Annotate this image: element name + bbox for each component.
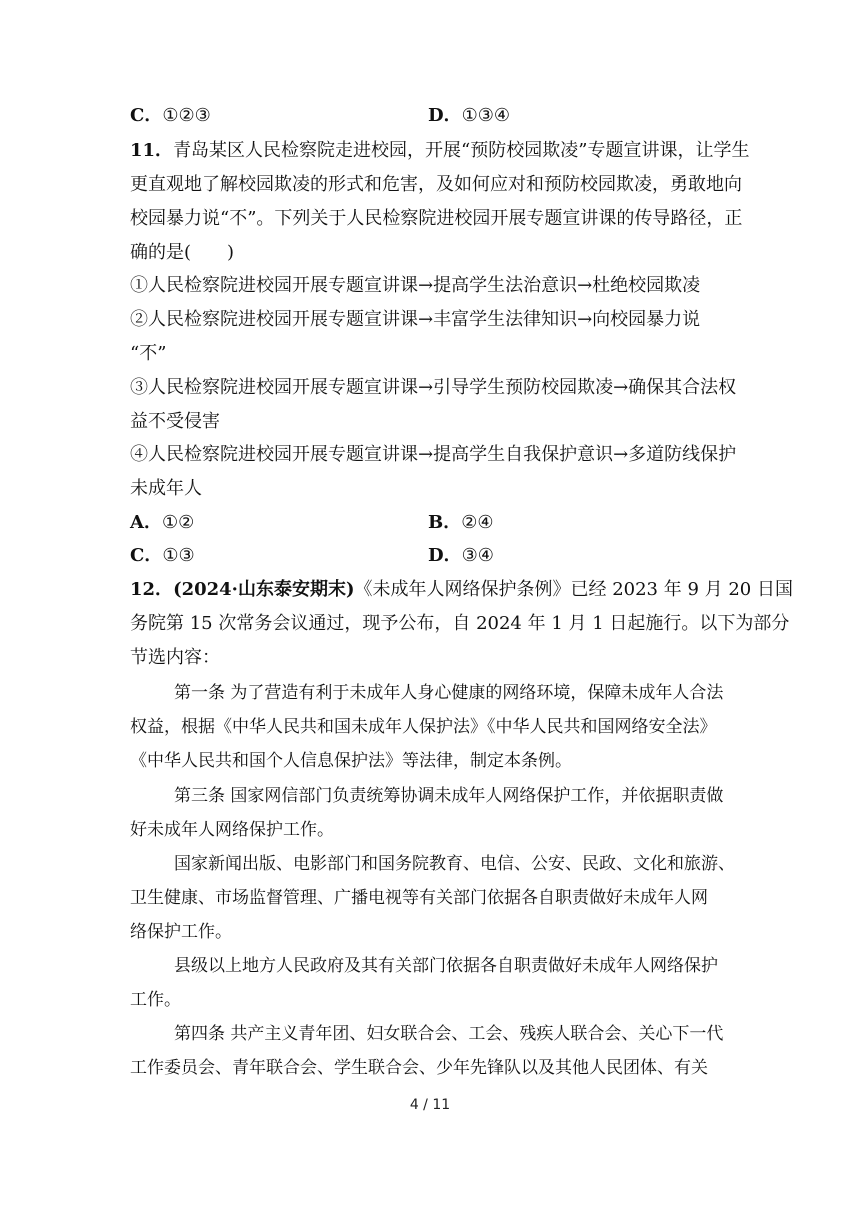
excerpt-article-1-line-3: 《中华人民共和国个人信息保护法》等法律，制定本条例。 [130, 751, 572, 771]
q11-item-3-cont: 益不受侵害 [130, 411, 220, 432]
option-text: ①③④ [461, 105, 511, 126]
q11-stem-line-2: 更直观地了解校园欺凌的形式和危害，及如何应对和预防校园欺凌，勇敢地向 [130, 174, 742, 195]
excerpt-article-3-para-2-line-1: 国家新闻出版、电影部门和国务院教育、电信、公安、民政、文化和旅游、 [174, 854, 735, 874]
stem-text: 青岛某区人民检察院走进校园，开展“预防校园欺凌”专题宣讲课，让学生 [173, 140, 750, 161]
q11-item-2-cont: “不” [130, 343, 167, 364]
q11-item-3: ③人民检察院进校园开展专题宣讲课→引导学生预防校园欺凌→确保其合法权 [130, 377, 737, 398]
q11-stem-line-3: 校园暴力说“不”。下列关于人民检察院进校园开展专题宣讲课的传导路径，正 [130, 208, 743, 229]
option-label: B． [428, 512, 462, 533]
excerpt-article-3-para-2-line-3: 络保护工作。 [130, 922, 232, 942]
question-number: 11． [130, 140, 174, 161]
q11-option-d [428, 543, 494, 569]
question-source: (2024·山东泰安期末) [173, 579, 355, 600]
excerpt-article-4-line-2: 工作委员会、青年联合会、学生联合会、少年先锋队以及其他人民团体、有关 [130, 1058, 708, 1078]
option-text: ①③ [162, 545, 195, 566]
question-number: 12． [130, 579, 174, 600]
q11-option-c [130, 543, 195, 569]
excerpt-article-3-para-3-line-1: 县级以上地方人民政府及其有关部门依据各自职责做好未成年人网络保护 [174, 956, 718, 976]
option-label: A． [130, 512, 162, 533]
page-number: 4 / 11 [409, 1097, 451, 1113]
excerpt-article-3-line-1: 第三条 国家网信部门负责统筹协调未成年人网络保护工作，并依据职责做 [174, 786, 724, 806]
q11-item-4-cont: 未成年人 [130, 478, 202, 499]
q11-option-a [130, 510, 194, 536]
stem-text: 《未成年人网络保护条例》已经 2023 年 9 月 20 日国 [354, 579, 793, 600]
excerpt-article-4-line-1: 第四条 共产主义青年团、妇女联合会、工会、残疾人联合会、关心下一代 [174, 1024, 724, 1044]
q11-option-b [428, 510, 494, 536]
q10-option-c [130, 103, 211, 129]
q11-stem-line-4: 确的是( ) [130, 242, 235, 263]
q12-stem-line-1 [130, 577, 793, 603]
excerpt-article-1-line-2: 权益，根据《中华人民共和国未成年人保护法》《中华人民共和国网络安全法》 [130, 717, 717, 737]
option-label: D． [428, 105, 462, 126]
option-text: ①②③ [162, 105, 211, 126]
option-label: C． [130, 105, 163, 126]
excerpt-article-3-para-3-line-2: 工作。 [130, 990, 181, 1010]
excerpt-article-3-line-2: 好未成年人网络保护工作。 [130, 820, 334, 840]
q12-stem-line-3: 节选内容： [130, 647, 220, 668]
q11-item-4: ④人民检察院进校园开展专题宣讲课→提高学生自我保护意识→多道防线保护 [130, 444, 737, 465]
option-label: C． [130, 545, 163, 566]
option-text: ③④ [461, 545, 494, 566]
q11-item-2: ②人民检察院进校园开展专题宣讲课→丰富学生法律知识→向校园暴力说 [130, 309, 701, 330]
option-label: D． [428, 545, 462, 566]
q11-item-1: ①人民检察院进校园开展专题宣讲课→提高学生法治意识→杜绝校园欺凌 [130, 275, 701, 296]
excerpt-article-3-para-2-line-2: 卫生健康、市场监督管理、广播电视等有关部门依据各自职责做好未成年人网 [130, 888, 708, 908]
excerpt-article-1-line-1: 第一条 为了营造有利于未成年人身心健康的网络环境，保障未成年人合法 [174, 683, 724, 703]
option-text: ①② [161, 512, 195, 533]
q11-stem-line-1 [130, 138, 749, 164]
q12-stem-line-2: 务院第 15 次常务会议通过，现予公布，自 2024 年 1 月 1 日起施行。以下为部分 [130, 613, 790, 634]
q10-option-d [428, 103, 510, 129]
option-text: ②④ [461, 512, 494, 533]
